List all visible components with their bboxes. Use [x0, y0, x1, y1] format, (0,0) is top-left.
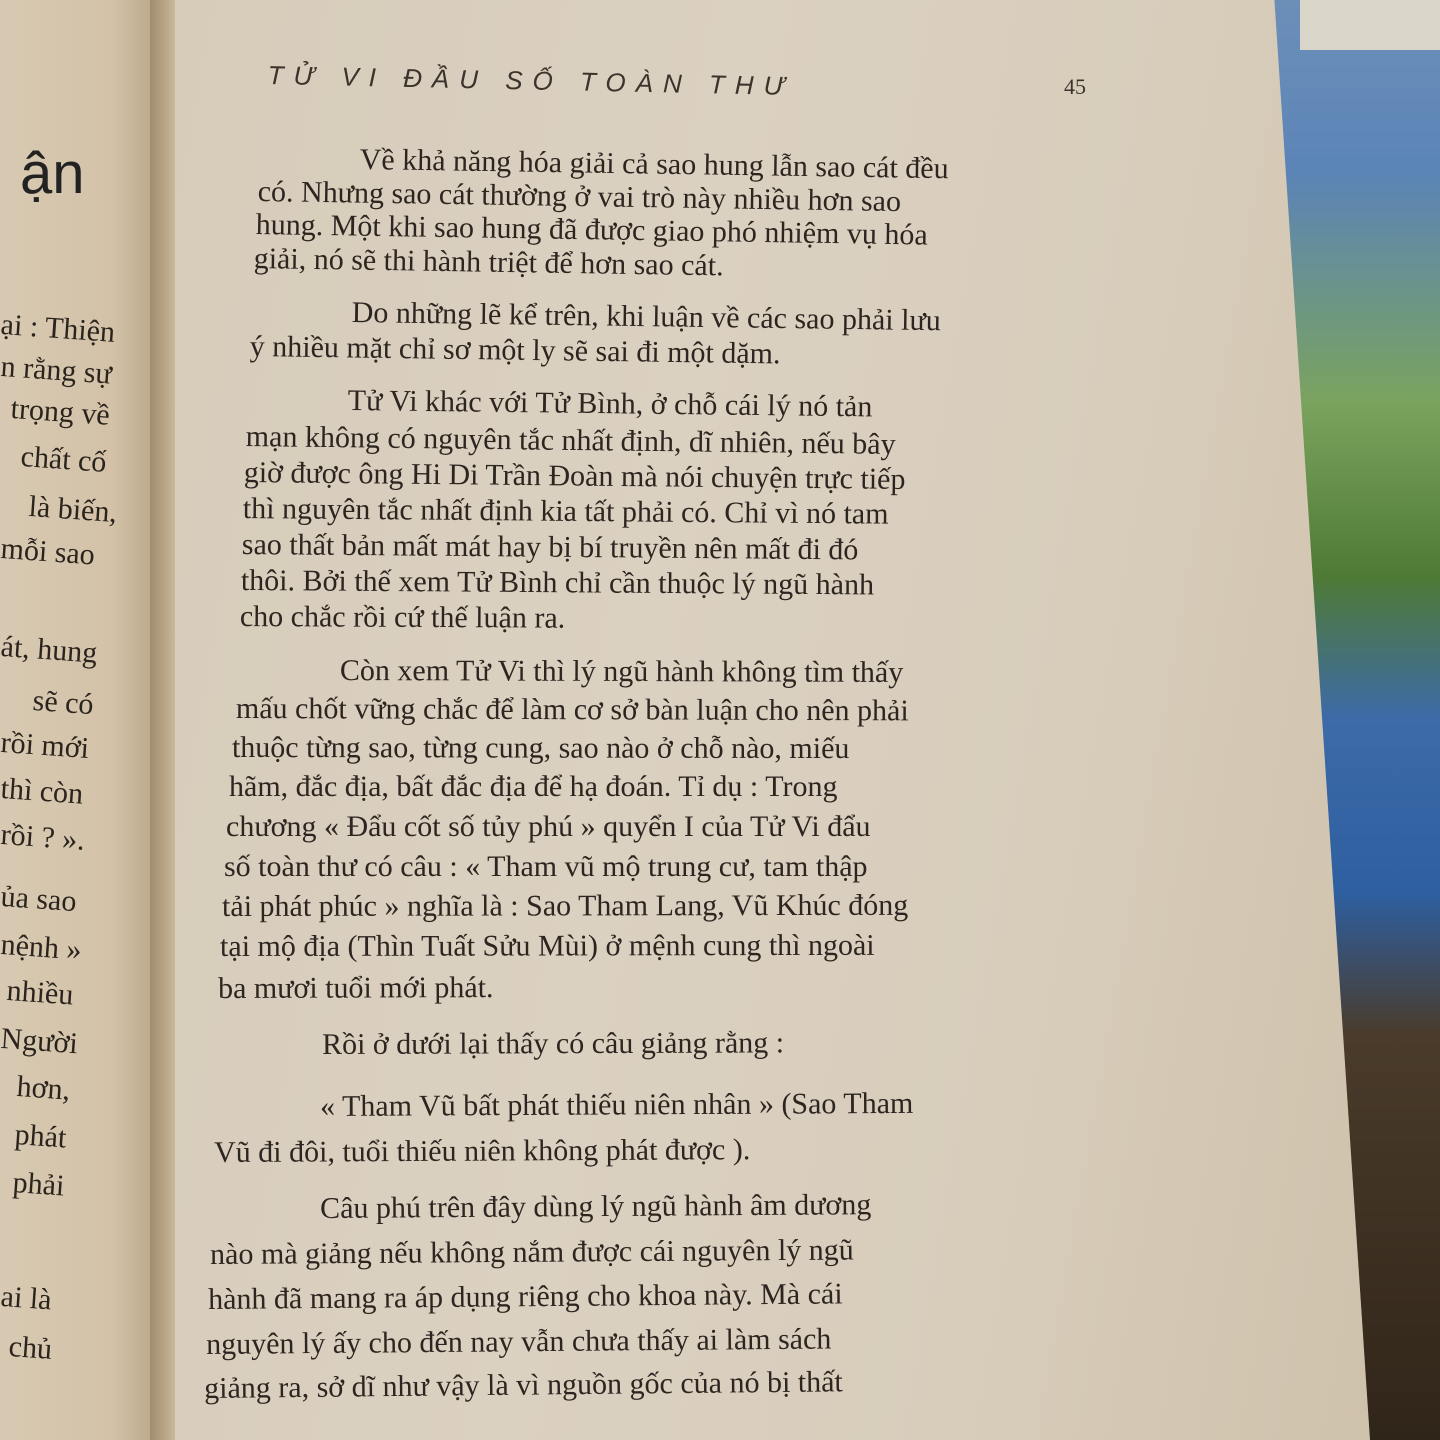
- background-surface: [1300, 0, 1440, 50]
- left-page-fragment: Người: [0, 1022, 79, 1061]
- text-line: Về khả năng hóa giải cả sao hung lẫn sao cát đều: [359, 143, 949, 186]
- text-line: giảng ra, sở dĩ như vậy là vì nguồn gốc của nó bị thất: [204, 1365, 843, 1405]
- left-page-fragment: chủ: [7, 1330, 54, 1366]
- text-line: có. Nhưng sao cát thường ở vai trò này nhiều hơn sao: [257, 175, 902, 219]
- text-line: giải, nó sẽ thi hành triệt để hơn sao cát.: [253, 242, 724, 283]
- left-page-fragment: thì còn: [0, 772, 85, 811]
- left-page-fragment: hơn,: [15, 1070, 72, 1107]
- left-page-fragment: n rằng sự: [0, 350, 113, 391]
- text-line: ba mươi tuổi mới phát.: [218, 971, 494, 1005]
- left-page-fragment: trọng về: [9, 392, 111, 432]
- text-line: mấu chốt vững chắc để làm cơ sở bàn luận cho nên phải: [235, 692, 909, 728]
- left-page-heading: ận: [20, 141, 85, 206]
- left-page-fragment: nhiều: [5, 974, 75, 1012]
- text-line: số toàn thư có câu : « Tham vũ mộ trung cư, tam thập: [224, 850, 868, 883]
- text-line: Do những lẽ kể trên, khi luận về các sao phải lưu: [351, 296, 941, 338]
- left-page-fragment: là biến,: [27, 490, 119, 530]
- text-line: hành đã mang ra áp dụng riêng cho khoa này. Mà cái: [208, 1277, 843, 1316]
- text-line: tại mộ địa (Thìn Tuất Sửu Mùi) ở mệnh cung thì ngoài: [220, 928, 875, 963]
- left-page-fragment: ai là: [0, 1280, 53, 1317]
- left-page-fragment: phát: [13, 1118, 68, 1155]
- text-line: thì nguyên tắc nhất định kia tất phải có. Chỉ vì nó tam: [242, 492, 889, 531]
- running-head: TỬ VI ĐẦU SỐ TOÀN THƯ: [267, 60, 795, 102]
- text-line: nguyên lý ấy cho đến nay vẫn chưa thấy ai làm sách: [206, 1322, 832, 1361]
- text-line: cho chắc rồi cứ thế luận ra.: [239, 600, 566, 635]
- text-line: giờ được ông Hi Di Trần Đoàn mà nói chuyện trực tiếp: [243, 456, 906, 496]
- text-line: sao thất bản mất mát hay bị bí truyền nên mất đi đó: [241, 528, 859, 567]
- left-page-fragment: rồi mới: [0, 726, 91, 766]
- left-page-fragment: rồi ? ».: [0, 818, 86, 857]
- left-page-fragment: mỗi sao: [0, 532, 96, 572]
- left-page-fragment: át, hung: [0, 630, 99, 670]
- text-line: hung. Một khi sao hung đã được giao phó nhiệm vụ hóa: [255, 208, 928, 252]
- text-line: nào mà giảng nếu không nắm được cái nguyên lý ngũ: [210, 1233, 854, 1271]
- page-number: 45: [1064, 74, 1086, 99]
- text-line: mạn không có nguyên tắc nhất định, dĩ nhiên, nếu bây: [245, 420, 896, 461]
- left-page-fragment: chất cố: [19, 440, 108, 479]
- text-line: « Tham Vũ bất phát thiếu niên nhân » (Sao Tham: [320, 1086, 914, 1123]
- left-page-fragment: phải: [11, 1166, 66, 1203]
- text-line: tải phát phúc » nghĩa là : Sao Tham Lang, Vũ Khúc đóng: [222, 888, 909, 923]
- text-line: Vũ đi đôi, tuổi thiếu niên không phát được ).: [214, 1133, 751, 1169]
- left-page-fragment: nệnh »: [0, 928, 83, 967]
- left-page-fragment: sẽ có: [31, 684, 95, 722]
- text-line: ý nhiều mặt chỉ sơ một ly sẽ sai đi một dặm.: [249, 330, 781, 371]
- text-line: Tử Vi khác với Tử Bình, ở chỗ cái lý nó tản: [347, 384, 873, 424]
- left-page-fragment: ại : Thiện: [0, 308, 117, 349]
- text-line: thuộc từng sao, từng cung, sao nào ở chỗ nào, miếu: [231, 731, 850, 766]
- text-line: hãm, đắc địa, bất đắc địa để hạ đoán. Tỉ dụ : Trong: [229, 770, 838, 803]
- left-facing-page: [0, 0, 160, 1440]
- text-line: Rồi ở dưới lại thấy có câu giảng rằng :: [322, 1026, 785, 1061]
- left-page-fragment: ủa sao: [0, 880, 78, 919]
- text-line: thôi. Bởi thế xem Tử Bình chỉ cần thuộc lý ngũ hành: [240, 564, 875, 602]
- text-line: chương « Đẩu cốt số tủy phú » quyển I của Tử Vi đẩu: [226, 810, 871, 843]
- text-line: Còn xem Tử Vi thì lý ngũ hành không tìm thấy: [339, 654, 904, 689]
- text-line: Câu phú trên đây dùng lý ngũ hành âm dương: [320, 1188, 872, 1225]
